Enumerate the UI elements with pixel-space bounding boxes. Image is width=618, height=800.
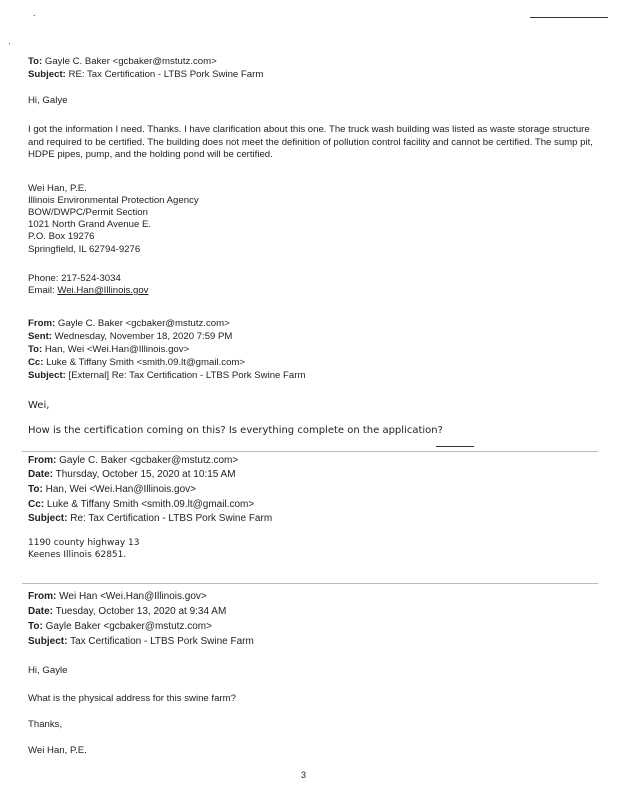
email2-cc-line — [28, 357, 245, 369]
from-value: Wei Han <Wei.Han@Illinois.gov> — [59, 591, 207, 602]
email2-body: How is the certification coming on this? Is everything complete on the application? — [28, 425, 443, 436]
subject-label: Subject: — [28, 513, 68, 524]
to-value: Gayle C. Baker <gcbaker@mstutz.com> — [44, 56, 217, 67]
to-value: Han, Wei <Wei.Han@Illinois.gov> — [44, 344, 190, 355]
cc-label: Cc: — [28, 357, 44, 368]
email1-greeting: Hi, Galye — [28, 95, 68, 106]
cc-label: Cc: — [28, 499, 45, 510]
date-value: Thursday, October 15, 2020 at 10:15 AM — [55, 469, 236, 480]
short-rule — [436, 446, 474, 447]
to-label: To: — [28, 56, 43, 67]
email3-to-line — [28, 484, 196, 496]
email2-to-line — [28, 344, 189, 356]
email4-closing: Thanks, — [28, 719, 63, 730]
email1-subject-line — [28, 69, 263, 81]
subject-value: Re: Tax Certification - LTBS Pork Swine Farm — [70, 513, 273, 524]
date-value: Tuesday, October 13, 2020 at 9:34 AM — [55, 606, 227, 617]
email-link[interactable]: Wei.Han@Illinois.gov — [57, 285, 149, 296]
to-label: To: — [28, 344, 43, 355]
email4-greeting: Hi, Gayle — [28, 665, 68, 676]
date-label: Date: — [28, 469, 54, 480]
scan-mark: . — [33, 8, 36, 18]
email-label: Email: — [28, 285, 55, 296]
scan-dot: · — [8, 38, 11, 48]
email4-from-line — [28, 591, 207, 603]
subject-label: Subject: — [28, 370, 66, 381]
separator — [22, 451, 598, 452]
email2-greeting: Wei, — [28, 400, 50, 411]
subject-value: [External] Re: Tax Certification - LTBS Pork Swine Farm — [68, 370, 306, 381]
email1-body: I got the information I need. Thanks. I have clarification about this one. The truck wash building was listed as waste storage structure and required to be certified. The building does not meet the definition of pollution control facility and cannot be certified. The sump pit, HDPE pipes, pump, and the holding pond will be certified. — [28, 124, 593, 160]
from-value: Gayle C. Baker <gcbaker@mstutz.com> — [57, 318, 230, 329]
from-label: From: — [28, 591, 57, 602]
sent-value: Wednesday, November 18, 2020 7:59 PM — [54, 331, 233, 342]
from-label: From: — [28, 318, 56, 329]
signature-street: 1021 North Grand Avenue E. — [28, 219, 152, 230]
to-value: Han, Wei <Wei.Han@Illinois.gov> — [45, 484, 196, 495]
to-label: To: — [28, 621, 43, 632]
from-label: From: — [28, 455, 57, 466]
email4-body: What is the physical address for this swine farm? — [28, 693, 236, 704]
to-label: To: — [28, 484, 43, 495]
page-number: 3 — [301, 770, 307, 780]
signature-email-line — [28, 285, 148, 297]
email4-subject-line — [28, 636, 254, 648]
email3-from-line — [28, 455, 238, 467]
signature-pobox: P.O. Box 19276 — [28, 231, 95, 242]
subject-label: Subject: — [28, 69, 66, 80]
separator — [22, 583, 598, 584]
sent-label: Sent: — [28, 331, 52, 342]
email1-to-line — [28, 56, 217, 68]
email3-address-line2: Keenes Illinois 62851. — [28, 550, 127, 560]
email3-date-line — [28, 469, 236, 481]
email2-subject-line — [28, 370, 305, 382]
email3-address-line1: 1190 county highway 13 — [28, 538, 140, 548]
signature-city: Springfield, IL 62794-9276 — [28, 244, 141, 255]
signature-name: Wei Han, P.E. — [28, 183, 87, 194]
email3-cc-line — [28, 499, 254, 511]
email3-subject-line — [28, 513, 272, 525]
email2-sent-line — [28, 331, 232, 343]
email4-signoff: Wei Han, P.E. — [28, 745, 87, 756]
subject-value: RE: Tax Certification - LTBS Pork Swine Farm — [68, 69, 264, 80]
signature-section: BOW/DWPC/Permit Section — [28, 207, 148, 218]
subject-value: Tax Certification - LTBS Pork Swine Farm — [70, 636, 254, 647]
email4-date-line — [28, 606, 226, 618]
cc-value: Luke & Tiffany Smith <smith.09.lt@gmail.com> — [46, 499, 255, 510]
email4-to-line — [28, 621, 212, 633]
from-value: Gayle C. Baker <gcbaker@mstutz.com> — [59, 455, 239, 466]
cc-value: Luke & Tiffany Smith <smith.09.lt@gmail.com> — [46, 357, 245, 368]
subject-label: Subject: — [28, 636, 68, 647]
to-value: Gayle Baker <gcbaker@mstutz.com> — [45, 621, 212, 632]
email2-from-line — [28, 318, 230, 330]
signature-org: Illinois Environmental Protection Agency — [28, 195, 199, 206]
signature-phone: Phone: 217-524-3034 — [28, 273, 121, 284]
date-label: Date: — [28, 606, 54, 617]
header-rule — [530, 17, 608, 18]
